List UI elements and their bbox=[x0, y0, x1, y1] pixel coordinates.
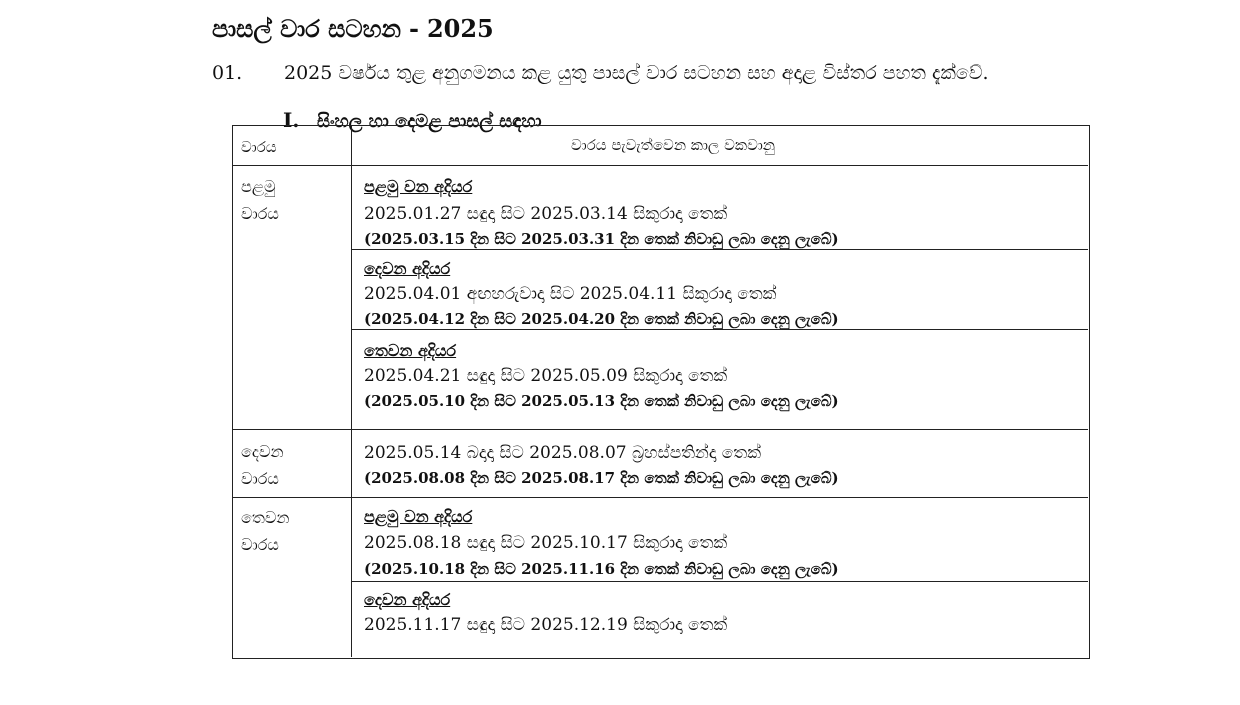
column-header-term: වාරය bbox=[241, 138, 277, 156]
phase-title: තෙවන අදියර bbox=[364, 341, 457, 360]
phase-period: 2025.05.14 බදාදා සිට 2025.08.07 බ්‍රහස්පතින්දා තෙක් bbox=[364, 443, 761, 463]
holiday-note: (2025.05.10 දින සිට 2025.05.13 දින තෙක් නිවාඩු ලබා දෙනු ලැබේ) bbox=[364, 392, 839, 410]
term-divider bbox=[233, 497, 1088, 498]
holiday-note: (2025.03.15 දින සිට 2025.03.31 දින තෙක් නිවාඩු ලබා දෙනු ලැබේ) bbox=[364, 230, 839, 248]
phase-divider bbox=[351, 329, 1088, 330]
title-text: පාසල් වාර සටහන bbox=[212, 14, 401, 43]
phase-title: දෙවන අදියර bbox=[364, 259, 451, 278]
phase-title: පළමු වන අදියර bbox=[364, 507, 473, 526]
term-label-line: තෙවන bbox=[241, 508, 290, 527]
title-separator: - bbox=[408, 14, 419, 43]
term-label bbox=[241, 504, 289, 558]
phase-period: 2025.04.01 අඟහරුවාදා සිට 2025.04.11 සිකුරාදා තෙක් bbox=[364, 284, 777, 304]
phase-period: 2025.01.27 සඳුදා සිට 2025.03.14 සිකුරාදා තෙක් bbox=[364, 204, 728, 224]
phase-divider bbox=[351, 581, 1088, 582]
intro-paragraph bbox=[212, 62, 989, 84]
phase-title: දෙවන අදියර bbox=[364, 590, 451, 609]
term-label-line: වාරය bbox=[241, 204, 279, 223]
term-label-line: වාරය bbox=[241, 469, 279, 488]
holiday-note: (2025.04.12 දින සිට 2025.04.20 දින තෙක් නිවාඩු ලබා දෙනු ලැබේ) bbox=[364, 310, 839, 328]
intro-number: 01. bbox=[212, 62, 243, 84]
term-label bbox=[241, 438, 284, 492]
title-year: 2025 bbox=[426, 14, 494, 43]
phase-period: 2025.04.21 සඳුදා සිට 2025.05.09 සිකුරාදා තෙක් bbox=[364, 366, 728, 386]
phase-title: පළමු වන අදියර bbox=[364, 177, 473, 196]
holiday-note: (2025.08.08 දින සිට 2025.08.17 දින තෙක් නිවාඩු ලබා දෙනු ලැබේ) bbox=[364, 469, 839, 487]
section-title: සිංහල හා දෙමළ පාසල් සඳහා bbox=[317, 111, 542, 132]
column-header-period: වාරය පැවැත්වෙන කාල වකවානු bbox=[571, 136, 775, 154]
column-divider bbox=[351, 126, 352, 657]
term-label bbox=[241, 173, 279, 227]
holiday-note: (2025.10.18 දින සිට 2025.11.16 දින තෙක් නිවාඩු ලබා දෙනු ලැබේ) bbox=[364, 560, 839, 578]
term-label-line: පළමු bbox=[241, 177, 276, 196]
phase-period: 2025.08.18 සඳුදා සිට 2025.10.17 සිකුරාදා තෙක් bbox=[364, 533, 728, 553]
phase-divider bbox=[351, 249, 1088, 250]
section-numeral: I. bbox=[283, 108, 300, 132]
intro-text: 2025 වර්ෂය තුළ අනුගමනය කළ යුතු පාසල් වාර සටහන සහ අදාළ විස්තර පහත දැක්වේ. bbox=[284, 62, 989, 84]
term-label-line: වාරය bbox=[241, 535, 279, 554]
header-divider bbox=[233, 165, 1088, 166]
term-divider bbox=[233, 429, 1088, 430]
term-label-line: දෙවන bbox=[241, 442, 284, 461]
phase-period: 2025.11.17 සඳුදා සිට 2025.12.19 සිකුරාදා තෙක් bbox=[364, 615, 728, 635]
term-schedule-table bbox=[232, 125, 1090, 659]
page-title bbox=[212, 14, 494, 43]
